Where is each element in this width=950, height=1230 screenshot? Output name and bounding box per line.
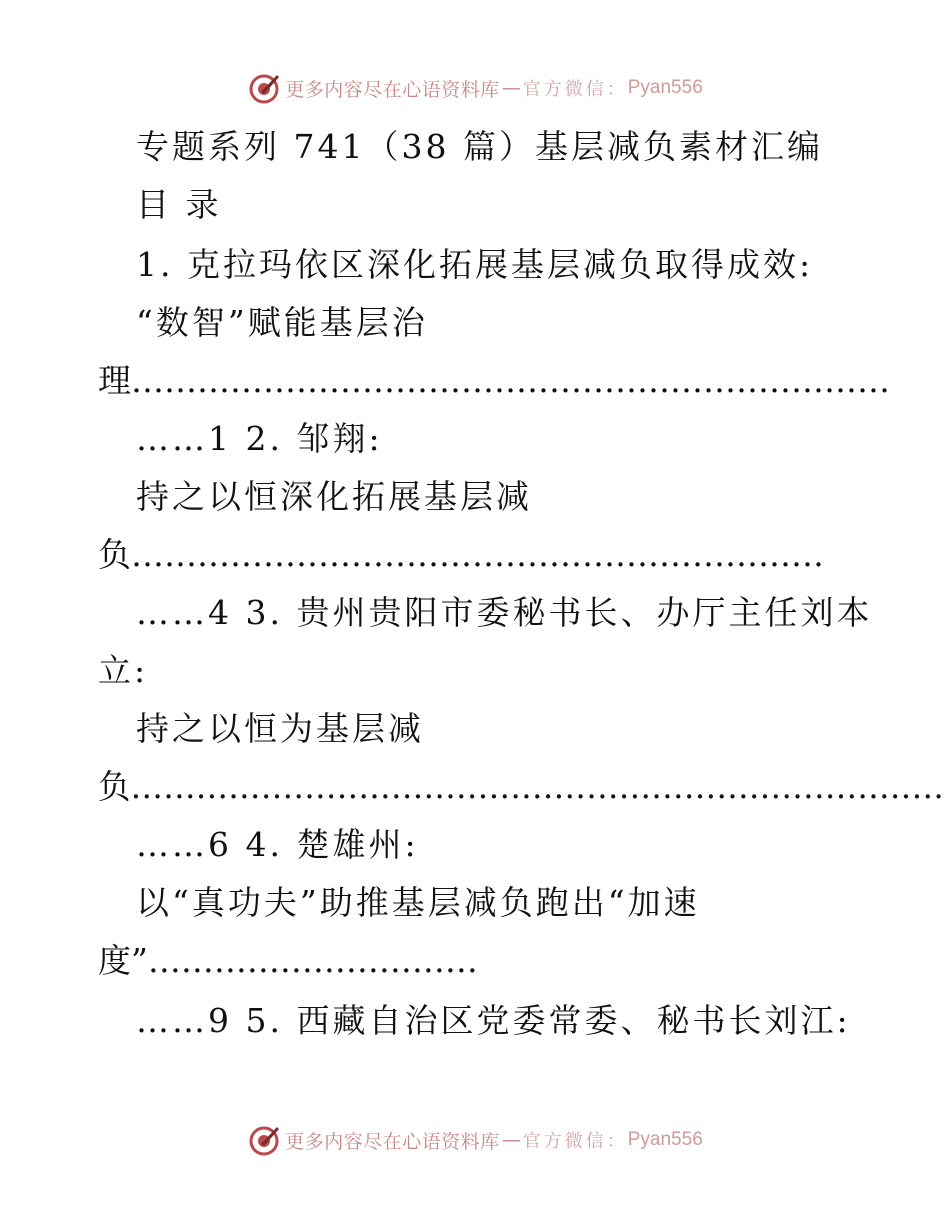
watermark-id: Pyan556 <box>627 77 703 98</box>
doc-title: 专题系列 741（38 篇）基层减负素材汇编 <box>136 127 823 166</box>
toc-line: “数智”赋能基层治 <box>136 303 428 342</box>
watermark-text: 更多内容尽在心语资料库 <box>285 1130 500 1153</box>
watermark-banner-top <box>0 68 950 108</box>
watermark-sub: 官方微信： <box>522 1131 628 1152</box>
toc-heading: 目 录 <box>136 185 222 224</box>
toc-line: ……9 5. 西藏自治区党委常委、秘书长刘江: <box>136 1001 851 1040</box>
watermark-text: 更多内容尽在心语资料库 <box>285 78 500 101</box>
watermark-sub: 官方微信： <box>522 79 628 100</box>
toc-line: 以“真功夫”助推基层减负跑出“加速 <box>136 883 700 922</box>
toc-line: 度”………………………… <box>98 941 478 980</box>
toc-line: 负……………………………………………………… <box>98 535 824 574</box>
toc-line: 理…………………………………………………………… <box>98 361 890 400</box>
watermark-id: Pyan556 <box>627 1129 703 1150</box>
toc-line: ……4 3. 贵州贵阳市委秘书长、办厅主任刘本 <box>136 593 873 632</box>
watermark-banner-bottom <box>0 1120 950 1160</box>
toc-line: ……6 4. 楚雄州: <box>136 825 419 864</box>
logo-icon <box>247 71 281 105</box>
toc-line: 立: <box>98 651 149 690</box>
toc-line: 持之以恒深化拓展基层减 <box>136 477 532 516</box>
logo-icon <box>247 1123 281 1157</box>
toc-line: 1. 克拉玛依区深化拓展基层减负取得成效: <box>136 245 814 284</box>
toc-line: ……1 2. 邹翔: <box>136 419 383 458</box>
toc-line: 负………………………………………………………………… <box>98 767 944 806</box>
toc-line: 持之以恒为基层减 <box>136 709 424 748</box>
watermark-dash: — <box>501 77 521 99</box>
watermark-dash: — <box>501 1129 521 1151</box>
